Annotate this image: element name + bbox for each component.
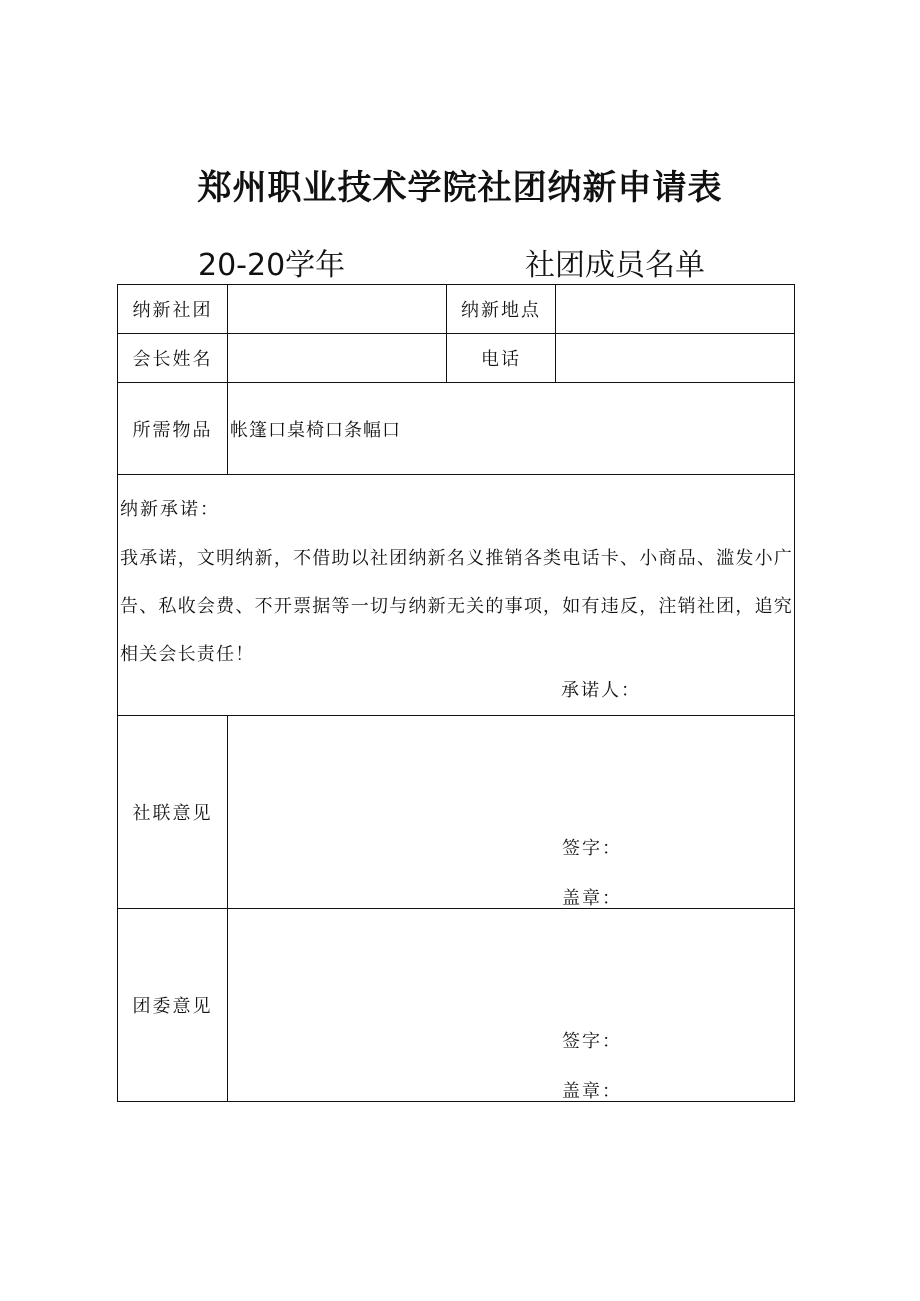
location-input-cell[interactable] [556, 285, 795, 334]
league-opinion-label: 团委意见 [118, 909, 228, 1102]
items-row [118, 383, 795, 475]
union-opinion-label: 社联意见 [118, 716, 228, 909]
president-label: 会长姓名 [118, 334, 228, 383]
league-opinion-content [228, 909, 794, 1101]
league-stamp-label: 盖章： [562, 1081, 622, 1102]
items-options[interactable]: 帐篷口桌椅口条幅口 [228, 383, 795, 475]
club-label: 纳新社团 [118, 285, 228, 334]
member-list-label: 社团成员名单 [525, 248, 705, 283]
page-title: 郑州职业技术学院社团纳新申请表 [197, 168, 723, 208]
league-opinion-row [118, 909, 795, 1102]
application-form-table [117, 284, 795, 1102]
union-sign-label: 签字： [562, 838, 622, 859]
president-row [118, 334, 795, 383]
items-label: 所需物品 [118, 383, 228, 475]
pledge-row [118, 475, 795, 716]
club-row [118, 285, 795, 334]
president-input-cell[interactable] [228, 334, 447, 383]
pledge-title: 纳新承诺： [120, 499, 220, 520]
league-opinion-cell[interactable] [228, 909, 795, 1102]
union-opinion-cell[interactable] [228, 716, 795, 909]
phone-label: 电话 [447, 334, 556, 383]
union-opinion-row [118, 716, 795, 909]
academic-year-label: 20-20学年 [198, 248, 346, 283]
location-label: 纳新地点 [447, 285, 556, 334]
pledger-label: 承诺人： [561, 680, 641, 701]
pledge-body: 我承诺，文明纳新，不借助以社团纳新名义推销各类电话卡、小商品、滥发小广告、私收会费、不开票据等一切与纳新无关的事项，如有违反，注销社团，追究相关会长责任！ [120, 548, 793, 665]
union-opinion-content [228, 716, 794, 908]
league-sign-label: 签字： [562, 1031, 622, 1052]
pledge-cell [118, 475, 795, 716]
union-stamp-label: 盖章： [562, 888, 622, 909]
phone-input-cell[interactable] [556, 334, 795, 383]
club-input-cell[interactable] [228, 285, 447, 334]
